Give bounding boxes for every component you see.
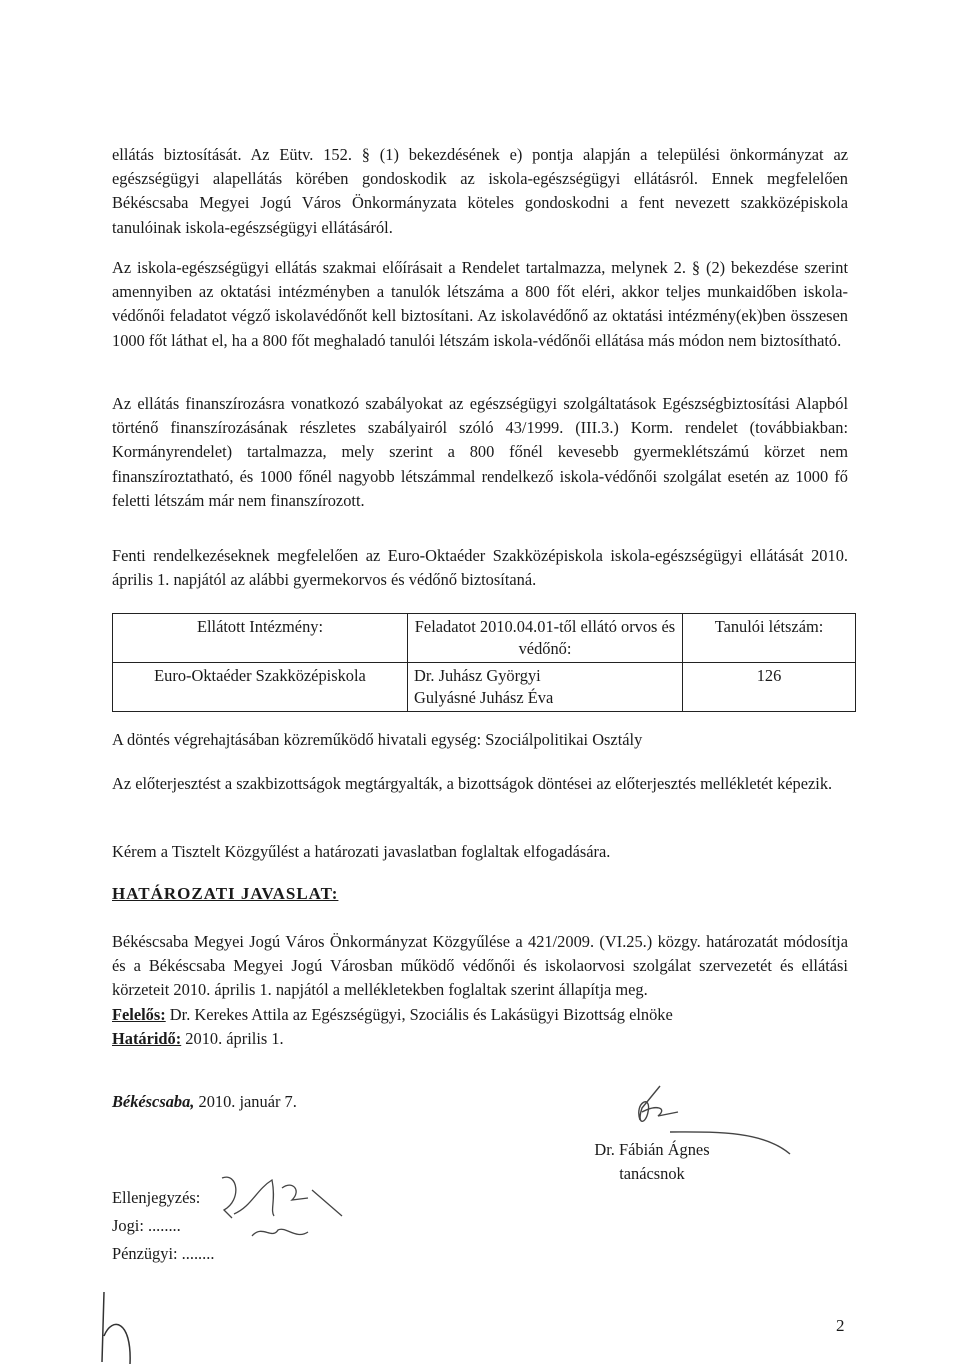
deadline-value: 2010. április 1.	[181, 1028, 284, 1048]
table-header: Feladatot 2010.04.01-től ellátó orvos és védőnő:	[408, 614, 683, 663]
paragraph-financing: Az ellátás finanszírozásra vonatkozó szabályokat az egészségügyi szolgáltatások Egészségbiztosítási Alapból történő finanszírozásának részletes szabályairól szóló 43/1999. (III.3.) Korm. rendelet (továbbiakban: Kormányrendelet) tartalmazza, mely szerint a 800 főnél kevesebb gyermeklétszámú körzet nem finanszíroztatható, és 1000 főnél nagyobb létszámmal rendelkező iskola-védőnői szolgálat esetén az 1000 fő feletti létszám már nem finanszírozott.	[112, 394, 848, 510]
deadline-line	[112, 1027, 848, 1051]
institution-table	[112, 613, 856, 712]
countersign-signature-icon	[212, 1170, 352, 1250]
countersign-label: Ellenjegyzés:	[112, 1188, 201, 1207]
table-header: Tanulói létszám:	[683, 614, 856, 663]
table-header-row	[113, 614, 856, 663]
responsible-value: Dr. Kerekes Attila az Egészségügyi, Szociális és Lakásügyi Bizottság elnöke	[165, 1004, 673, 1024]
doctor-name: Dr. Juhász Györgyi	[414, 666, 541, 685]
resolution-heading: HATÁROZATI JAVASLAT:	[112, 884, 339, 903]
paragraph-request: Kérem a Tisztelt Közgyűlést a határozati javaslatban foglaltak elfogadására.	[112, 842, 611, 861]
table-row	[113, 663, 856, 712]
signer-name: Dr. Fábián Ágnes	[594, 1140, 710, 1159]
place-date	[112, 1092, 297, 1112]
responsible-line	[112, 1003, 848, 1027]
paragraph-provision: Fenti rendelkezéseknek megfelelően az Euro-Oktaéder Szakközépiskola iskola-egészségügyi ellátását 2010. április 1. napjától az alábbi gyermekorvos és védőnő biztosítaná.	[112, 546, 848, 590]
countersign-block	[112, 1184, 214, 1268]
table-cell-count: 126	[683, 663, 856, 712]
table-cell-institution: Euro-Oktaéder Szakközépiskola	[113, 663, 408, 712]
table-header: Ellátott Intézmény:	[113, 614, 408, 663]
table-cell-staff	[408, 663, 683, 712]
responsible-label: Felelős:	[112, 1004, 166, 1024]
resolution-text: Békéscsaba Megyei Jogú Város Önkormányzat Közgyűlése a 421/2009. (VI.25.) közgy. határozatát módosítja és a Békéscsaba Megyei Jogú Városban működő védőnői és iskolaorvosi szolgálat szervezetét és ellátási körzeteit 2010. április 1. napjától a mellékletekben foglaltak szerint állapítja meg.	[112, 932, 848, 1000]
deadline-label: Határidő:	[112, 1028, 182, 1048]
legal-line: Jogi: ........	[112, 1216, 181, 1235]
initial-mark-icon	[92, 1286, 142, 1366]
finance-line: Pénzügyi: ........	[112, 1244, 215, 1263]
page-number: 2	[836, 1316, 845, 1335]
paragraph-legal-basis: ellátás biztosítását. Az Eütv. 152. § (1) bekezdésének e) pontja alapján a települési önkormányzat az egészségügyi alapellátás körében gondoskodik az iskola-egészségügyi ellátásról. Ennek megfelelően Békéscsaba Megyei Jogú Város Önkormányzata köteles gondoskodni a fent nevezett szakközépiskola tanulóinak iskola-egészségügyi ellátásáról.	[112, 145, 848, 237]
paragraph-department: A döntés végrehajtásában közreműködő hivatali egység: Szociálpolitikai Osztály	[112, 730, 643, 749]
nurse-name: Gulyásné Juhász Éva	[414, 688, 554, 707]
signer-title: tanácsnok	[619, 1164, 685, 1183]
signer-block	[582, 1138, 722, 1186]
paragraph-committees: Az előterjesztést a szakbizottságok megtárgyalták, a bizottságok döntései az előterjesztés mellékletét képezik.	[112, 774, 833, 793]
resolution-block	[112, 930, 848, 1051]
date: 2010. január 7.	[194, 1092, 297, 1111]
paragraph-requirements: Az iskola-egészségügyi ellátás szakmai előírásait a Rendelet tartalmazza, melynek 2. § (2) bekezdése szerint amennyiben az oktatási intézményben a tanulók létszáma a 800 főt eléri, akkor teljes munkaidőben iskola-védőnői feladatot végző iskolavédőnőt kell biztosítani. Az iskolavédőnő az oktatási intézmény(ek)ben összesen 1000 főt láthat el, ha a 800 főt meghaladó tanulói létszám iskola-védőnői ellátása más módon nem biztosítható.	[112, 258, 848, 350]
city: Békéscsaba,	[112, 1092, 195, 1111]
